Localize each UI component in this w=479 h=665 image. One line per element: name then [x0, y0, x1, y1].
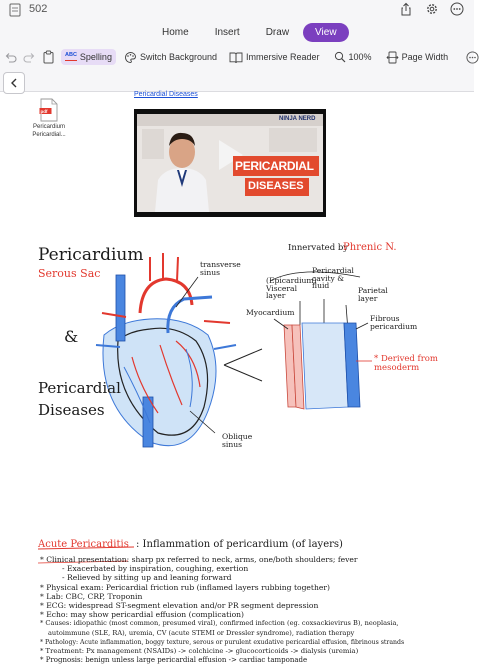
share-icon[interactable]	[399, 2, 413, 16]
note-line: * Treatment: Px management (NSAIDs) -> colchicine -> glucocorticoids -> dialysis (uremia)	[40, 647, 359, 656]
note-line: autoimmune (SLE, RA), uremia, CV (acute STEMI or Dressler syndrome), radiation therapy	[48, 628, 355, 637]
note-line: * Physical exam: Pericardial friction rub (inflamed layers rubbing together)	[40, 582, 330, 592]
note-line: * Clinical presentation: sharp px referred to neck, arms, one/both shoulders; fever	[40, 555, 358, 564]
label-transverse-sinus: transverse sinus	[200, 260, 241, 277]
pdf-file-icon	[39, 98, 59, 122]
label-parietal-layer: Parietal layer	[358, 286, 388, 303]
tab-draw[interactable]: Draw	[265, 26, 290, 38]
video-title-line2: DISEASES	[248, 180, 304, 192]
undo-icon[interactable]	[4, 48, 17, 66]
chevron-left-icon	[10, 78, 18, 88]
pdf-badge: pdf	[40, 108, 48, 114]
document-icon	[9, 3, 21, 17]
video-link[interactable]: Pericardial Diseases	[134, 91, 198, 98]
switch-background-label: Switch Background	[139, 52, 217, 62]
embedded-video[interactable]	[134, 109, 326, 217]
note-line: * Prognosis: benign unless large pericardial effusion -> cardiac tamponade	[40, 656, 308, 665]
ribbon-tabs	[150, 22, 349, 42]
note-line: * Causes: idiopathic (most common, presumed viral), confirmed infection (eg. coxsackievirus B), neoplasia,	[40, 619, 399, 628]
immersive-reader-label: Immersive Reader	[246, 52, 320, 62]
note-line: - Relieved by sitting up and leaning forward	[62, 573, 232, 583]
spelling-icon: ABC	[65, 53, 77, 61]
label-pericardial-cavity: Pericardial cavity & fluid	[312, 266, 354, 291]
heart-diagram	[96, 253, 262, 447]
page-width-label: Page Width	[401, 52, 449, 62]
document-title: 502	[29, 3, 48, 15]
clipboard-icon[interactable]	[42, 48, 55, 66]
pdf-attachment[interactable]	[26, 98, 72, 139]
heading-pericardial: Pericardial	[38, 379, 121, 397]
tab-view[interactable]: View	[303, 23, 349, 42]
note-line: * ECG: widespread ST-segment elevation and/or PR segment depression	[40, 601, 319, 611]
note-line: - Exacerbated by inspiration, coughing, exertion	[62, 564, 249, 574]
heading-diseases: Diseases	[38, 401, 105, 419]
tab-insert[interactable]: Insert	[214, 26, 240, 38]
acute-pericarditis-definition: : Inflammation of pericardium (of layers)	[136, 539, 343, 550]
label-innervated-by: Innervated by	[288, 243, 349, 253]
video-title-line1: PERICARDIAL	[235, 159, 314, 173]
more-options-icon[interactable]	[450, 2, 464, 16]
spelling-button[interactable]	[61, 49, 116, 65]
label-derived-from-mesoderm: * Derived from mesoderm	[374, 354, 438, 373]
zoom-button[interactable]	[330, 48, 376, 66]
label-epicardium: (Epicardium) Visceral layer	[266, 276, 317, 301]
handwritten-notes	[0, 237, 474, 665]
palette-icon	[124, 51, 137, 64]
title-row	[0, 0, 474, 20]
video-brand: NINJA NERD	[279, 116, 316, 122]
label-myocardium: Myocardium	[246, 308, 295, 317]
note-line: * Echo: may show pericardial effusion (complication)	[40, 610, 245, 620]
tab-home[interactable]: Home	[162, 26, 189, 38]
label-oblique-sinus: Oblique sinus	[222, 432, 253, 449]
label-phrenic-nerve: Phrenic N.	[343, 242, 397, 253]
note-page[interactable]	[0, 91, 474, 665]
app-topbar	[0, 0, 474, 92]
switch-background-button[interactable]	[120, 48, 221, 67]
gear-icon[interactable]	[425, 2, 439, 16]
heading-acute-pericarditis: Acute Pericarditis	[38, 539, 129, 550]
page-width-button[interactable]	[382, 48, 453, 67]
immersive-reader-icon	[229, 51, 243, 64]
attachment-name-line1: Pericardium	[32, 124, 65, 130]
view-toolbar	[0, 45, 474, 69]
notes-list	[40, 555, 470, 665]
zoom-icon	[334, 51, 346, 63]
note-line: * Pathology: Acute inflammation, boggy texture, serous or purulent exudative pericardial effusion, fibrinous strands	[40, 638, 405, 646]
label-fibrous-pericardium: Fibrous pericardium	[370, 314, 418, 331]
overflow-icon[interactable]	[466, 48, 479, 66]
heading-pericardium: Pericardium	[38, 245, 144, 265]
back-button[interactable]	[3, 72, 25, 94]
video-thumbnail	[137, 114, 323, 212]
attachment-name-line2: Pericardial...	[32, 131, 66, 138]
note-line: * Lab: CBC, CRP, Troponin	[40, 591, 143, 601]
navigation-row	[0, 71, 474, 95]
page-width-icon	[386, 51, 399, 64]
spelling-label: Spelling	[79, 52, 112, 62]
label-serous-sac: Serous Sac	[38, 267, 101, 280]
immersive-reader-button[interactable]	[225, 48, 324, 67]
ampersand: &	[64, 327, 79, 346]
redo-icon[interactable]	[23, 48, 36, 66]
zoom-label: 100%	[348, 52, 372, 62]
